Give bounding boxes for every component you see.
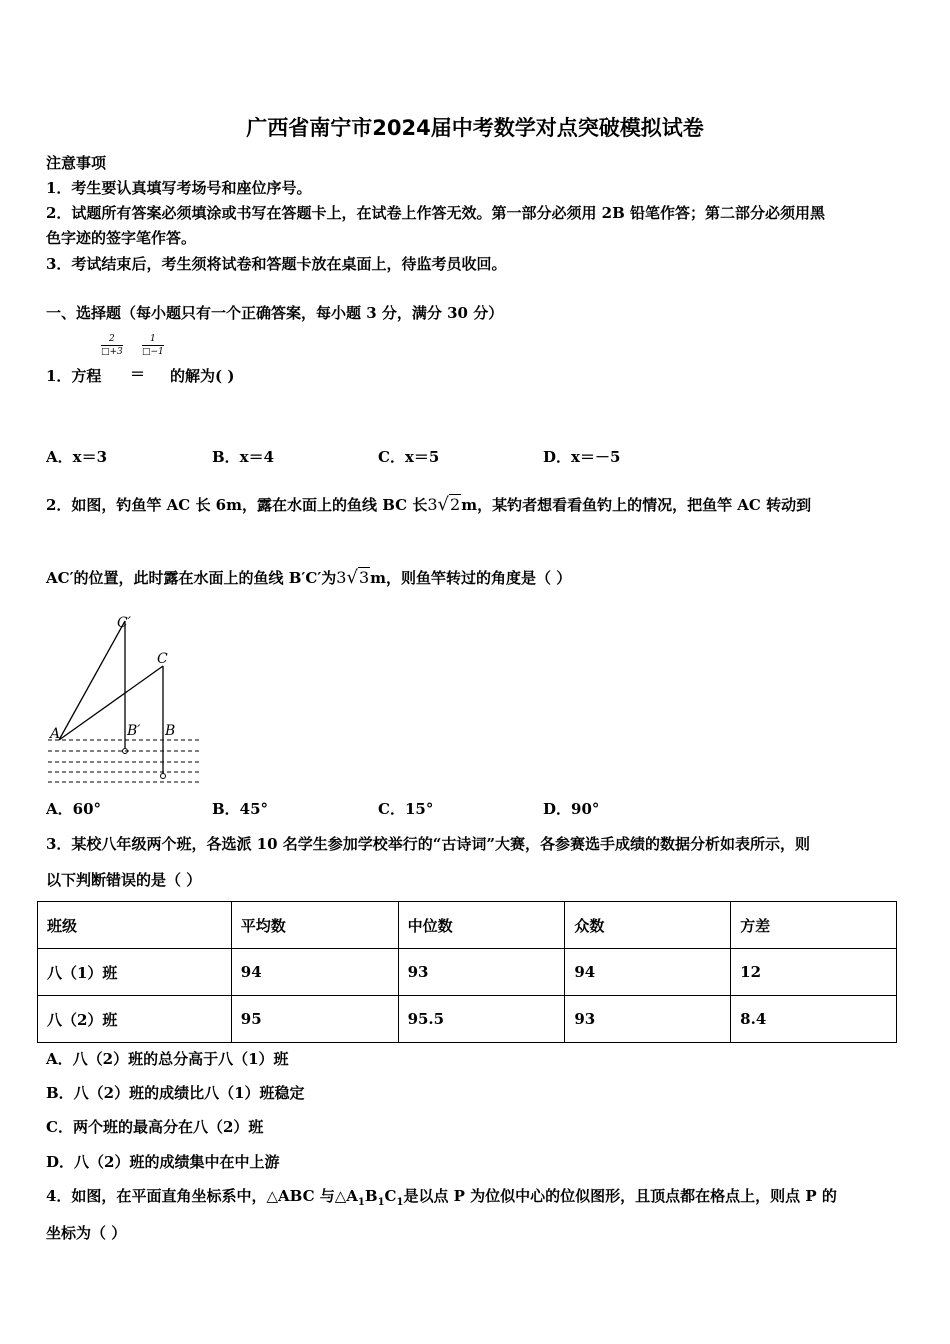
- q4-sub-2: 1: [377, 1197, 385, 1208]
- table-cell: 95: [231, 996, 398, 1043]
- table-cell: 93: [398, 949, 565, 996]
- q2-radical-1: 3√2: [427, 494, 461, 515]
- section-heading: 一、选择题（每小题只有一个正确答案，每小题 3 分，满分 30 分）: [46, 304, 504, 322]
- q2-option-b: B．45°: [212, 800, 269, 818]
- q1-option-c: C．x＝5: [378, 448, 440, 466]
- q3-line1: 3．某校八年级两个班，各选派 10 名学生参加学校举行的“古诗词”大赛，各参赛选手成绩的数据分析如表所示，则: [46, 835, 811, 853]
- table-cell: 12: [731, 949, 897, 996]
- table-cell: 95.5: [398, 996, 565, 1043]
- q1-option-a: A．x＝3: [46, 448, 108, 466]
- table-cell: 8.4: [731, 996, 897, 1043]
- label-a: A: [50, 726, 61, 742]
- table-cell: 八（1）班: [38, 949, 232, 996]
- q4-line1: [46, 1185, 837, 1208]
- q1-frac2-den: □−1: [142, 347, 164, 357]
- rod-ac: [59, 666, 163, 740]
- table-row: [38, 949, 897, 996]
- notice-item-3: 3．考试结束后，考生须将试卷和答题卡放在桌面上，待监考员收回。: [46, 255, 507, 273]
- table-cell: 94: [231, 949, 398, 996]
- label-b-prime: B′: [127, 723, 141, 739]
- q2-rad1-coef: 3: [427, 495, 438, 514]
- q2-radical-2: 3√3: [336, 567, 370, 588]
- q1-option-b: B．x＝4: [212, 448, 275, 466]
- q2-line2-text-b: m，则鱼竿转过的角度是（ ）: [370, 569, 572, 587]
- table-header: 众数: [565, 902, 731, 949]
- hook-b: [161, 774, 166, 779]
- q2-line1: [46, 494, 811, 515]
- page-title: 广西省南宁市2024届中考数学对点突破模拟试卷: [246, 116, 704, 140]
- q2-rad2-coef: 3: [336, 568, 347, 587]
- table-row: [38, 996, 897, 1043]
- label-c-prime: C′: [117, 615, 131, 631]
- q3-option-a: A．八（2）班的总分高于八（1）班: [46, 1050, 289, 1068]
- notice-item-2-cont: 色字迹的签字笔作答。: [46, 229, 197, 247]
- label-c: C: [157, 651, 168, 667]
- q2-line2: [46, 567, 571, 588]
- q4-text-a: 4．如图，在平面直角坐标系中，△ABC 与△A: [46, 1187, 358, 1205]
- q4-sub-3: 1: [396, 1197, 404, 1208]
- q1-frac1-num: 2: [101, 334, 123, 346]
- q1-prefix: 1．方程: [46, 367, 102, 385]
- q2-rad2-value: 3: [358, 568, 370, 587]
- q4-letter-b: B: [364, 1187, 378, 1205]
- q2-line1-text-b: m，某钓者想看看鱼钓上的情况，把鱼竿 AC 转动到: [461, 496, 812, 514]
- table-header: 平均数: [231, 902, 398, 949]
- q3-line2: 以下判断错误的是（ ）: [46, 871, 202, 889]
- table-header: 中位数: [398, 902, 565, 949]
- table-header: 班级: [38, 902, 232, 949]
- q2-line1-text-a: 2．如图，钓鱼竿 AC 长 6m，露在水面上的鱼线 BC 长: [46, 496, 428, 514]
- table-header-row: [38, 902, 897, 949]
- q2-option-a: A．60°: [46, 800, 102, 818]
- q3-option-b: B．八（2）班的成绩比八（1）班稳定: [46, 1084, 305, 1102]
- q1-frac1-den: □+3: [101, 347, 123, 357]
- score-table: [37, 901, 897, 1043]
- q3-option-c: C．两个班的最高分在八（2）班: [46, 1118, 264, 1136]
- q2-option-c: C．15°: [378, 800, 434, 818]
- q2-option-d: D．90°: [543, 800, 600, 818]
- notice-heading: 注意事项: [46, 154, 107, 172]
- q1-suffix: 的解为( ): [170, 367, 235, 385]
- q4-text-b: 是以点 P 为位似中心的位似图形，且顶点都在格点上，则点 P 的: [403, 1187, 837, 1205]
- table-cell: 93: [565, 996, 731, 1043]
- q4-sub-1: 1: [357, 1197, 365, 1208]
- q1-fraction-left: [101, 334, 123, 358]
- q3-option-d: D．八（2）班的成绩集中在中上游: [46, 1153, 280, 1171]
- q1-fraction-right: [142, 334, 164, 358]
- q2-line2-text-a: AC′的位置，此时露在水面上的鱼线 B′C′为: [46, 569, 337, 587]
- q4-line2: 坐标为（ ）: [46, 1224, 127, 1242]
- q1-equals: ＝: [130, 365, 146, 383]
- table-cell: 八（2）班: [38, 996, 232, 1043]
- rod-ac-prime: [59, 621, 125, 740]
- fishing-rod-figure: [44, 608, 209, 788]
- q4-letter-c: C: [384, 1187, 397, 1205]
- q1-option-d: D．x＝－5: [543, 448, 621, 466]
- table-cell: 94: [565, 949, 731, 996]
- label-b: B: [165, 723, 176, 739]
- q1-frac2-num: 1: [142, 334, 164, 346]
- q2-rad1-value: 2: [450, 495, 461, 514]
- notice-item-2: 2．试题所有答案必须填涂或书写在答题卡上，在试卷上作答无效。第一部分必须用 2B 铅笔作答；第二部分必须用黑: [46, 204, 826, 222]
- notice-item-1: 1．考生要认真填写考场号和座位序号。: [46, 179, 312, 197]
- table-header: 方差: [731, 902, 897, 949]
